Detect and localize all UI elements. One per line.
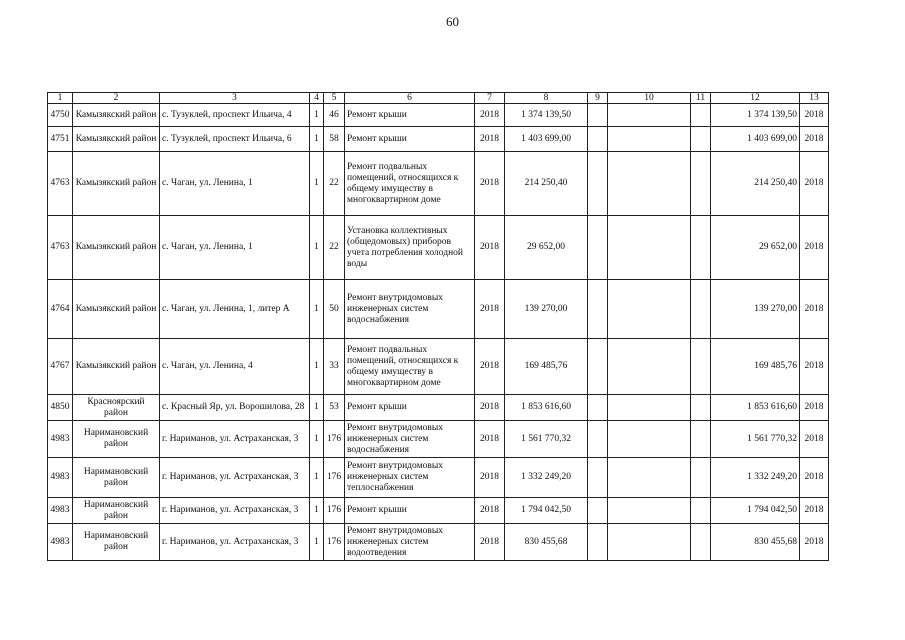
col11-cell: [691, 280, 711, 339]
col13-year-cell: 2018: [800, 216, 829, 280]
address-cell: г. Нариманов, ул. Астраханская, 3: [160, 458, 310, 498]
col4-cell: 1: [310, 127, 324, 152]
year-cell: 2018: [475, 152, 505, 216]
col10-cell: [608, 498, 691, 524]
year-cell: 2018: [475, 280, 505, 339]
col11-cell: [691, 498, 711, 524]
col11-cell: [691, 104, 711, 127]
col9-cell: [588, 524, 608, 561]
total-cost-cell: 139 270,00: [505, 280, 588, 339]
col5-cell: 33: [324, 339, 345, 395]
col4-cell: 1: [310, 104, 324, 127]
col12-cost-cell: 830 455,68: [711, 524, 800, 561]
col10-cell: [608, 395, 691, 421]
work-type-cell: Ремонт внутридомовых инженерных систем водоснабжения: [345, 421, 475, 458]
column-header: 13: [800, 93, 829, 104]
column-header: 7: [475, 93, 505, 104]
col12-cost-cell: 1 403 699,00: [711, 127, 800, 152]
col13-year-cell: 2018: [800, 421, 829, 458]
col11-cell: [691, 395, 711, 421]
column-header: 9: [588, 93, 608, 104]
col11-cell: [691, 524, 711, 561]
col4-cell: 1: [310, 421, 324, 458]
row-id: 4751: [48, 127, 73, 152]
page-number: 60: [446, 14, 459, 29]
table-body: [48, 104, 829, 561]
col5-cell: 50: [324, 280, 345, 339]
work-type-cell: Ремонт внутридомовых инженерных систем теплоснабжения: [345, 458, 475, 498]
district-cell: Наримановский район: [73, 458, 160, 498]
column-header: 3: [160, 93, 310, 104]
col10-cell: [608, 104, 691, 127]
col10-cell: [608, 421, 691, 458]
total-cost-cell: 1 794 042,50: [505, 498, 588, 524]
col12-cost-cell: 1 853 616,60: [711, 395, 800, 421]
district-cell: Наримановский район: [73, 524, 160, 561]
district-cell: Камызякский район: [73, 216, 160, 280]
row-id: 4764: [48, 280, 73, 339]
col11-cell: [691, 458, 711, 498]
col5-cell: 22: [324, 216, 345, 280]
col4-cell: 1: [310, 339, 324, 395]
column-header: 10: [608, 93, 691, 104]
header-row: [48, 93, 829, 104]
row-id: 4983: [48, 524, 73, 561]
row-id: 4767: [48, 339, 73, 395]
col13-year-cell: 2018: [800, 127, 829, 152]
column-header: 12: [711, 93, 800, 104]
row-id: 4983: [48, 421, 73, 458]
work-type-cell: Ремонт внутридомовых инженерных систем водоснабжения: [345, 280, 475, 339]
col11-cell: [691, 152, 711, 216]
address-cell: с. Чаган, ул. Ленина, 1: [160, 216, 310, 280]
address-cell: г. Нариманов, ул. Астраханская, 3: [160, 498, 310, 524]
address-cell: г. Нариманов, ул. Астраханская, 3: [160, 524, 310, 561]
district-cell: Камызякский район: [73, 152, 160, 216]
work-type-cell: Ремонт крыши: [345, 498, 475, 524]
table-row: [48, 339, 829, 395]
district-cell: Красноярский район: [73, 395, 160, 421]
work-type-cell: Установка коллективных (общедомовых) приборов учета потребления холодной воды: [345, 216, 475, 280]
table-row: [48, 498, 829, 524]
col12-cost-cell: 169 485,76: [711, 339, 800, 395]
district-cell: Наримановский район: [73, 421, 160, 458]
col9-cell: [588, 458, 608, 498]
table-row: [48, 524, 829, 561]
col11-cell: [691, 216, 711, 280]
work-type-cell: Ремонт крыши: [345, 395, 475, 421]
address-cell: с. Красный Яр, ул. Ворошилова, 28: [160, 395, 310, 421]
col11-cell: [691, 421, 711, 458]
year-cell: 2018: [475, 216, 505, 280]
col4-cell: 1: [310, 498, 324, 524]
table-row: [48, 104, 829, 127]
address-cell: с. Чаган, ул. Ленина, 4: [160, 339, 310, 395]
col12-cost-cell: 214 250,40: [711, 152, 800, 216]
table-row: [48, 216, 829, 280]
district-cell: Камызякский район: [73, 339, 160, 395]
col11-cell: [691, 127, 711, 152]
column-header: 4: [310, 93, 324, 104]
table-row: [48, 152, 829, 216]
row-id: 4750: [48, 104, 73, 127]
district-cell: Камызякский район: [73, 127, 160, 152]
address-cell: с. Чаган, ул. Ленина, 1: [160, 152, 310, 216]
col10-cell: [608, 280, 691, 339]
col11-cell: [691, 339, 711, 395]
col12-cost-cell: 29 652,00: [711, 216, 800, 280]
col4-cell: 1: [310, 216, 324, 280]
total-cost-cell: 29 652,00: [505, 216, 588, 280]
col4-cell: 1: [310, 152, 324, 216]
col9-cell: [588, 280, 608, 339]
col5-cell: 22: [324, 152, 345, 216]
year-cell: 2018: [475, 395, 505, 421]
col10-cell: [608, 127, 691, 152]
col10-cell: [608, 152, 691, 216]
column-header: 11: [691, 93, 711, 104]
table-row: [48, 280, 829, 339]
work-type-cell: Ремонт внутридомовых инженерных систем водоотведения: [345, 524, 475, 561]
col5-cell: 176: [324, 458, 345, 498]
col13-year-cell: 2018: [800, 339, 829, 395]
col9-cell: [588, 498, 608, 524]
year-cell: 2018: [475, 498, 505, 524]
address-cell: с. Тузуклей, проспект Ильича, 4: [160, 104, 310, 127]
year-cell: 2018: [475, 127, 505, 152]
col10-cell: [608, 216, 691, 280]
row-id: 4763: [48, 152, 73, 216]
work-type-cell: Ремонт подвальных помещений, относящихся к общему имуществу в многоквартирном доме: [345, 152, 475, 216]
col5-cell: 46: [324, 104, 345, 127]
col4-cell: 1: [310, 524, 324, 561]
total-cost-cell: 1 374 139,50: [505, 104, 588, 127]
col13-year-cell: 2018: [800, 152, 829, 216]
year-cell: 2018: [475, 421, 505, 458]
col12-cost-cell: 1 332 249,20: [711, 458, 800, 498]
district-cell: Наримановский район: [73, 498, 160, 524]
capital-repair-table: [47, 92, 829, 561]
total-cost-cell: 214 250,40: [505, 152, 588, 216]
year-cell: 2018: [475, 524, 505, 561]
col9-cell: [588, 395, 608, 421]
work-type-cell: Ремонт подвальных помещений, относящихся к общему имуществу в многоквартирном доме: [345, 339, 475, 395]
year-cell: 2018: [475, 458, 505, 498]
address-cell: г. Нариманов, ул. Астраханская, 3: [160, 421, 310, 458]
col4-cell: 1: [310, 280, 324, 339]
col4-cell: 1: [310, 458, 324, 498]
col13-year-cell: 2018: [800, 280, 829, 339]
row-id: 4983: [48, 498, 73, 524]
col13-year-cell: 2018: [800, 524, 829, 561]
column-header: 1: [48, 93, 73, 104]
work-type-cell: Ремонт крыши: [345, 104, 475, 127]
column-header: 5: [324, 93, 345, 104]
col9-cell: [588, 339, 608, 395]
col4-cell: 1: [310, 395, 324, 421]
col5-cell: 176: [324, 421, 345, 458]
col10-cell: [608, 458, 691, 498]
total-cost-cell: 1 853 616,60: [505, 395, 588, 421]
col9-cell: [588, 104, 608, 127]
col12-cost-cell: 1 561 770,32: [711, 421, 800, 458]
district-cell: Камызякский район: [73, 104, 160, 127]
col12-cost-cell: 139 270,00: [711, 280, 800, 339]
col5-cell: 58: [324, 127, 345, 152]
col10-cell: [608, 524, 691, 561]
district-cell: Камызякский район: [73, 280, 160, 339]
column-header: 2: [73, 93, 160, 104]
col12-cost-cell: 1 794 042,50: [711, 498, 800, 524]
column-header: 8: [505, 93, 588, 104]
total-cost-cell: 169 485,76: [505, 339, 588, 395]
col5-cell: 53: [324, 395, 345, 421]
col9-cell: [588, 216, 608, 280]
col9-cell: [588, 421, 608, 458]
address-cell: с. Чаган, ул. Ленина, 1, литер А: [160, 280, 310, 339]
col5-cell: 176: [324, 498, 345, 524]
table-row: [48, 395, 829, 421]
row-id: 4763: [48, 216, 73, 280]
col13-year-cell: 2018: [800, 498, 829, 524]
col5-cell: 176: [324, 524, 345, 561]
table-row: [48, 127, 829, 152]
total-cost-cell: 1 561 770,32: [505, 421, 588, 458]
work-type-cell: Ремонт крыши: [345, 127, 475, 152]
col9-cell: [588, 152, 608, 216]
col13-year-cell: 2018: [800, 395, 829, 421]
column-header: 6: [345, 93, 475, 104]
col10-cell: [608, 339, 691, 395]
col13-year-cell: 2018: [800, 458, 829, 498]
row-id: 4850: [48, 395, 73, 421]
year-cell: 2018: [475, 104, 505, 127]
table-row: [48, 458, 829, 498]
col9-cell: [588, 127, 608, 152]
year-cell: 2018: [475, 339, 505, 395]
total-cost-cell: 1 403 699,00: [505, 127, 588, 152]
table-row: [48, 421, 829, 458]
col13-year-cell: 2018: [800, 104, 829, 127]
address-cell: с. Тузуклей, проспект Ильича, 6: [160, 127, 310, 152]
row-id: 4983: [48, 458, 73, 498]
total-cost-cell: 1 332 249,20: [505, 458, 588, 498]
col12-cost-cell: 1 374 139,50: [711, 104, 800, 127]
total-cost-cell: 830 455,68: [505, 524, 588, 561]
